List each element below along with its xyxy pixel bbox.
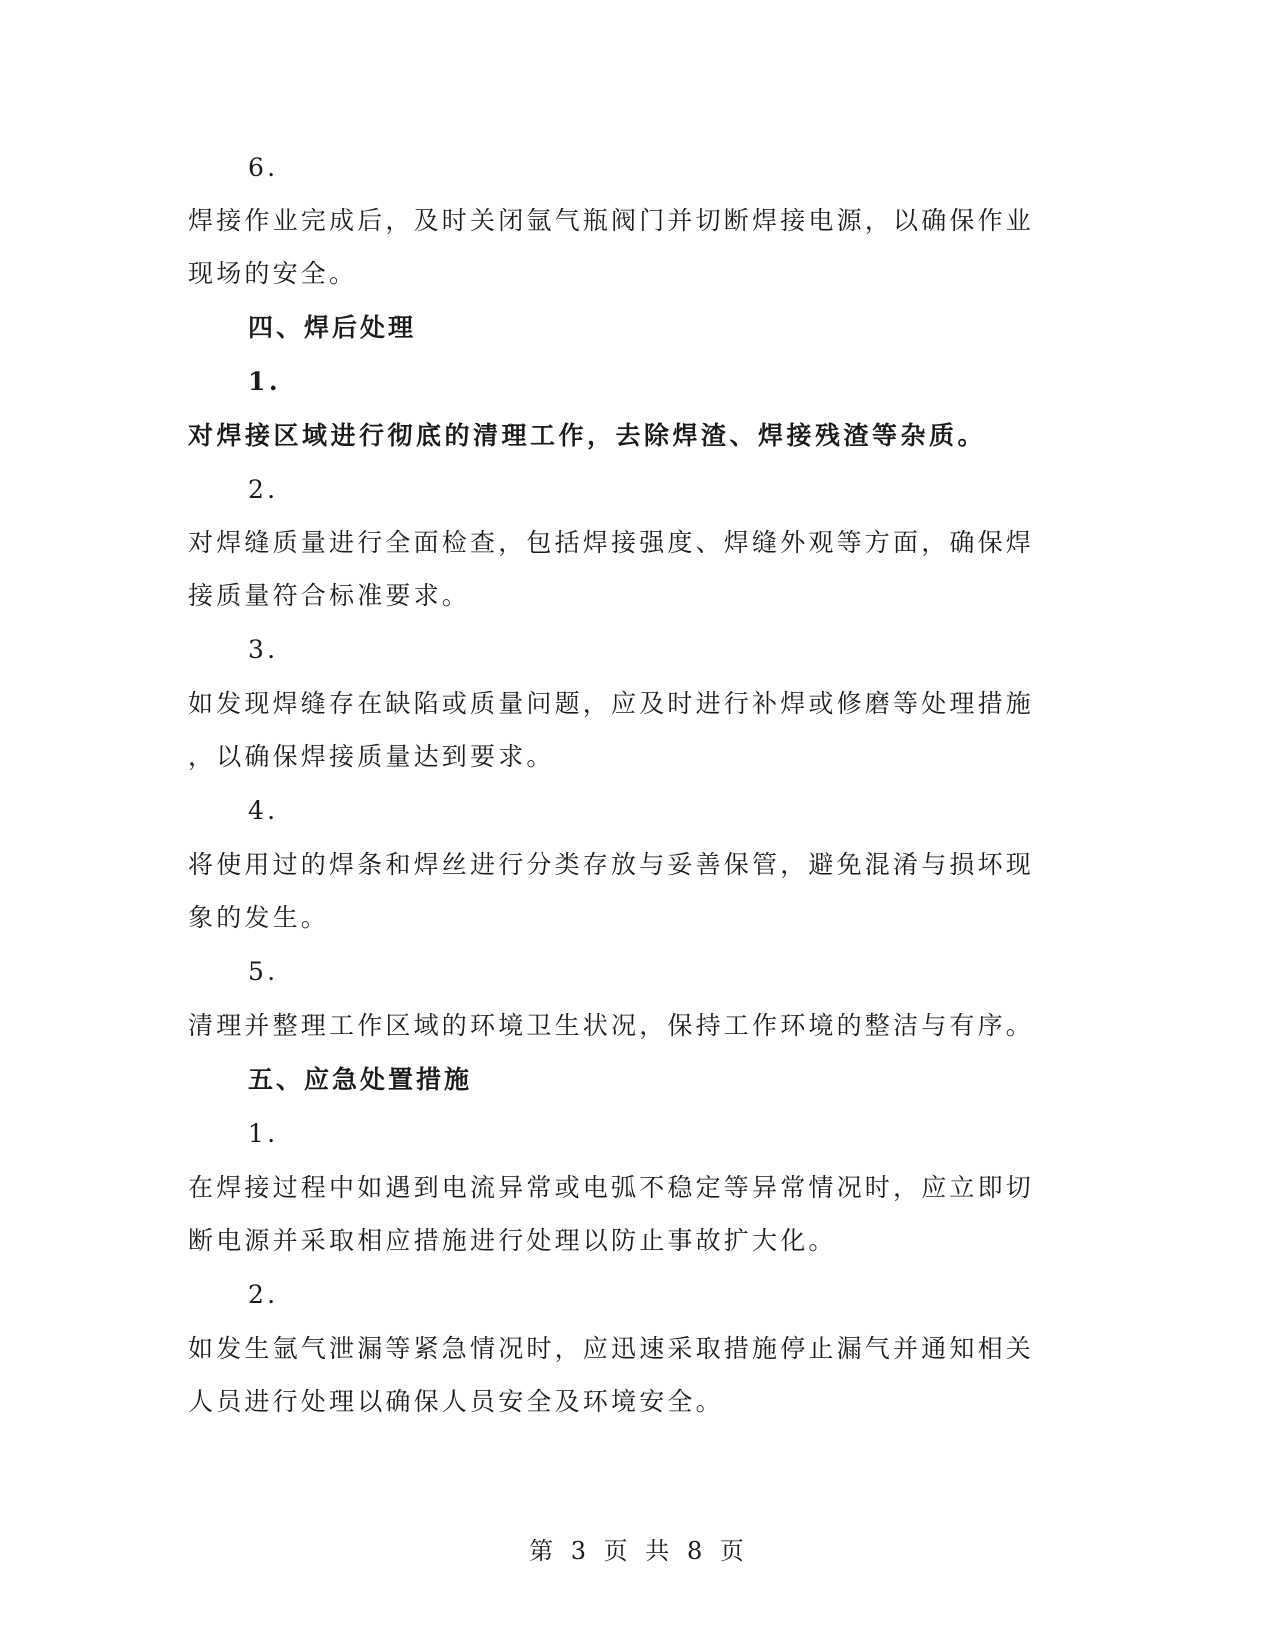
section-heading: 四、焊后处理 [248,313,417,342]
paragraph-line: 清理并整理工作区域的环境卫生状况，保持工作环境的整洁与有序。 [188,1011,1035,1040]
page-number-label: 第 3 页 共 8 页 [529,1537,746,1565]
paragraph-line: 在焊接过程中如遇到电流异常或电弧不稳定等异常情况时，应立即切 [188,1173,1035,1202]
item-number: 3. [248,635,279,664]
paragraph-line: 人员进行处理以确保人员安全及环境安全。 [188,1387,724,1416]
paragraph-line: 断电源并采取相应措施进行处理以防止事故扩大化。 [188,1226,837,1255]
paragraph-line: ，以确保焊接质量达到要求。 [188,742,555,771]
page-footer [0,1535,1275,1567]
paragraph-line: 接质量符合标准要求。 [188,581,471,610]
item-number: 5. [248,957,279,986]
item-number: 4. [248,796,279,825]
section-heading: 五、应急处置措施 [248,1065,473,1094]
item-number: 2. [248,475,279,504]
item-number: 1. [248,1119,279,1148]
paragraph-line: 现场的安全。 [188,259,358,288]
item-number: 1. [248,367,282,396]
paragraph-line: 如发现焊缝存在缺陷或质量问题，应及时进行补焊或修磨等处理措施 [188,689,1035,718]
paragraph-line: 将使用过的焊条和焊丝进行分类存放与妥善保管，避免混淆与损坏现 [188,850,1035,879]
item-number: 2. [248,1280,279,1309]
paragraph-line: 焊接作业完成后，及时关闭氩气瓶阀门并切断焊接电源，以确保作业 [188,206,1035,235]
paragraph-line: 对焊接区域进行彻底的清理工作，去除焊渣、焊接残渣等杂质。 [188,421,987,450]
item-number: 6. [248,153,279,182]
paragraph-line: 象的发生。 [188,903,330,932]
paragraph-line: 对焊缝质量进行全面检查，包括焊接强度、焊缝外观等方面，确保焊 [188,528,1035,557]
paragraph-line: 如发生氩气泄漏等紧急情况时，应迅速采取措施停止漏气并通知相关 [188,1334,1035,1363]
